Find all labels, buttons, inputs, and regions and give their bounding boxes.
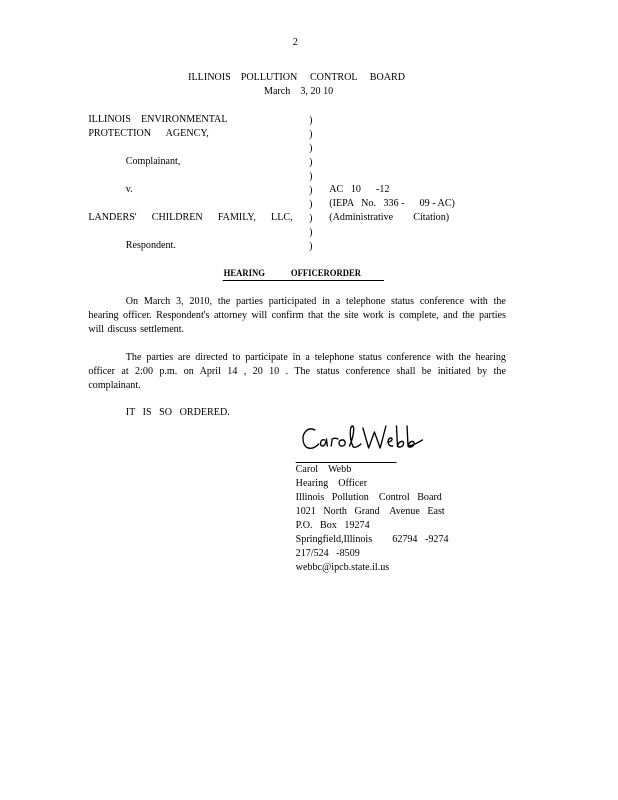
- paragraph-status-conference: On March 3, 2010, the parties participated in a telephone status conference with the hearing officer. Respondent's attorney will confirm that the site work is complete, and the parties will discuss settlement.: [88, 296, 506, 335]
- versus-label: v.: [125, 184, 133, 195]
- board-title: ILLINOIS POLLUTION CONTROL BOARD: [188, 72, 406, 83]
- handwritten-signature: [300, 420, 434, 460]
- respondent-name: LANDERS' CHILDREN FAMILY, LLC,: [88, 212, 293, 223]
- signer-organization: Illinois Pollution Control Board: [295, 492, 442, 503]
- caption-parenthesis-column: ) ) ) ) ) ) ) ) ) ): [309, 115, 313, 252]
- closing-ordered: IT IS SO ORDERED.: [125, 407, 230, 418]
- citation-type: (Administrative Citation): [329, 212, 450, 223]
- page-number: 2: [292, 37, 298, 48]
- paragraph-directive: The parties are directed to participate in a telephone status conference with the hearing officer at 2:00 p.m. on April 14 , 20 10 . The status conference shall be initiated by the complainant.: [88, 352, 506, 391]
- case-number: AC 10 -12: [329, 184, 390, 195]
- signer-email: webbc@ipcb.state.il.us: [295, 562, 390, 573]
- order-heading: HEARING OFFICERORDER: [223, 268, 361, 278]
- respondent-role: Respondent.: [125, 240, 176, 251]
- order-date: March 3, 20 10: [264, 86, 334, 97]
- signer-title: Hearing Officer: [295, 478, 368, 489]
- complainant-name-line-2: PROTECTION AGENCY,: [88, 128, 209, 139]
- iepa-number: (IEPA No. 336 - 09 - AC): [329, 198, 455, 209]
- signer-name: Carol Webb: [295, 464, 352, 475]
- signer-street-address: 1021 North Grand Avenue East: [295, 506, 445, 517]
- signer-po-box: P.O. Box 19274: [295, 520, 370, 531]
- signer-city: Springfield,Illinois 62794 -9274: [295, 534, 449, 545]
- complainant-name-line-1: ILLINOIS ENVIRONMENTAL: [88, 114, 228, 125]
- signer-phone: 217/524 -8509: [295, 548, 360, 559]
- complainant-role: Complainant,: [125, 156, 181, 167]
- order-heading-underline: [223, 280, 384, 281]
- signature-line: [296, 462, 397, 463]
